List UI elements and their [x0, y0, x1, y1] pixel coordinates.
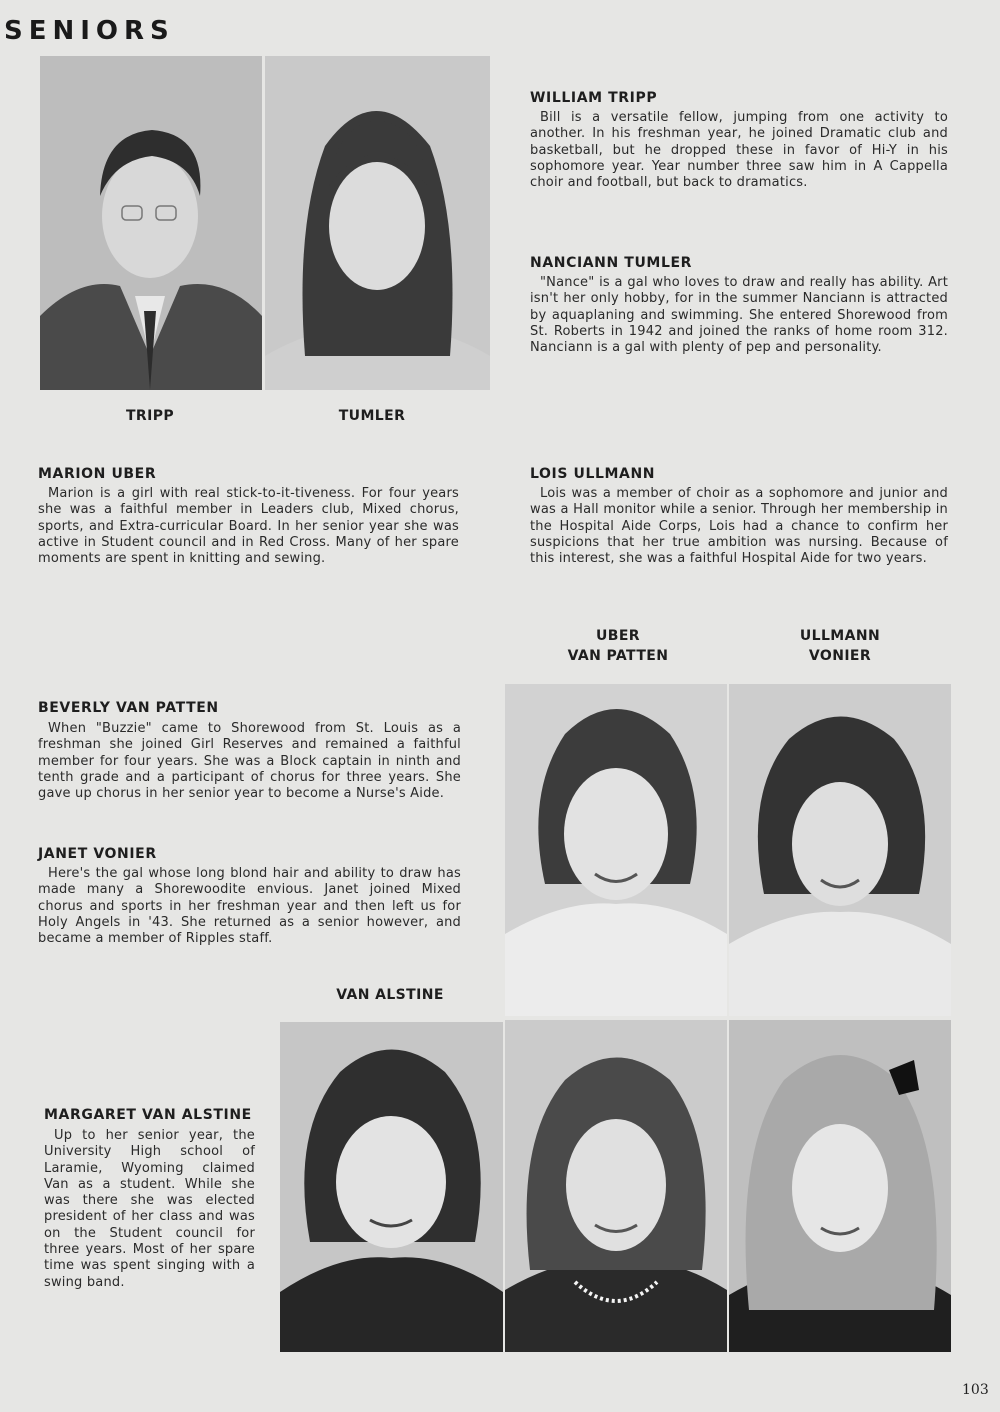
senior-name-uber: MARION UBER — [38, 466, 157, 482]
caption-uber-van-patten — [548, 626, 688, 666]
caption-ullmann-vonier — [770, 626, 910, 666]
page-heading: SENIORS — [4, 16, 175, 46]
page-number: 103 — [962, 1382, 989, 1398]
portrait-tumler — [265, 56, 490, 390]
portrait-ullmann — [729, 684, 951, 1016]
senior-bio-uber: Marion is a girl with real stick-to-it-tiveness. For four years she was a faithful member in Leaders club, Mixed chorus, sports, and Extra-curricular Board. In her senior year she was active in Student council and in Red Cross. Many of her spare moments are spent in knitting and sewing. — [38, 486, 459, 567]
senior-bio-vonier: Here's the gal whose long blond hair and ability to draw has made many a Shorewoodite envious. Janet joined Mixed chorus and sports in her freshman year and then left us for Holy Angels in '43. She returned as a senior however, and became a member of Ripples staff. — [38, 866, 461, 947]
senior-bio-tripp: Bill is a versatile fellow, jumping from one activity to another. In his freshman year, he joined Dramatic club and basketball, but he dropped these in favor of Hi-Y in his sophomore year. Year number three saw him in A Cappella choir and football, but back to dramatics. — [530, 110, 948, 191]
senior-bio-ullmann: Lois was a member of choir as a sophomore and junior and was a Hall monitor while a senior. Through her membership in the Hospital Aide Corps, Lois had a chance to confirm her suspicions that her true ambition was nursing. Because of this interest, she was a faithful Hospital Aide for two years. — [530, 486, 948, 567]
caption-vonier: VONIER — [808, 648, 872, 664]
caption-van-patten: VAN PATTEN — [567, 648, 669, 664]
senior-bio-van-alstine: Up to her senior year, the University High school of Laramie, Wyoming claimed Van as a student. While she was there she was elected president of her class and was on the Student council for three years. Most of her spare time was spent singing with a swing band. — [44, 1128, 255, 1290]
senior-name-van-patten: BEVERLY VAN PATTEN — [38, 700, 219, 716]
portrait-uber — [505, 684, 727, 1016]
senior-bio-van-patten: When "Buzzie" came to Shorewood from St. Louis as a freshman she joined Girl Reserves and remained a faithful member for four years. She was a Block captain in ninth and tenth grade and a participant of chorus for three years. She gave up chorus in her senior year to become a Nurse's Aide. — [38, 721, 461, 802]
senior-name-tripp: WILLIAM TRIPP — [530, 90, 658, 106]
senior-name-vonier: JANET VONIER — [38, 846, 157, 862]
caption-tumler: TUMLER — [338, 408, 406, 424]
portrait-van-alstine — [280, 1022, 503, 1352]
senior-bio-tumler: "Nance" is a gal who loves to draw and really has ability. Art isn't her only hobby, for in the summer Nanciann is attracted by aquaplaning and swimming. She entered Shorewood from St. Roberts in 1942 and joined the ranks of home room 312. Nanciann is a gal with plenty of pep and personality. — [530, 275, 948, 356]
portrait-van-patten — [505, 1020, 727, 1352]
caption-ullmann: ULLMANN — [799, 628, 881, 644]
senior-name-ullmann: LOIS ULLMANN — [530, 466, 656, 482]
caption-van-alstine: VAN ALSTINE — [336, 987, 444, 1003]
senior-name-tumler: NANCIANN TUMLER — [530, 255, 693, 271]
portrait-vonier — [729, 1020, 951, 1352]
portrait-tripp — [40, 56, 262, 390]
caption-tripp: TRIPP — [125, 408, 175, 424]
caption-uber: UBER — [596, 628, 640, 644]
senior-name-van-alstine: MARGARET VAN ALSTINE — [44, 1107, 252, 1123]
